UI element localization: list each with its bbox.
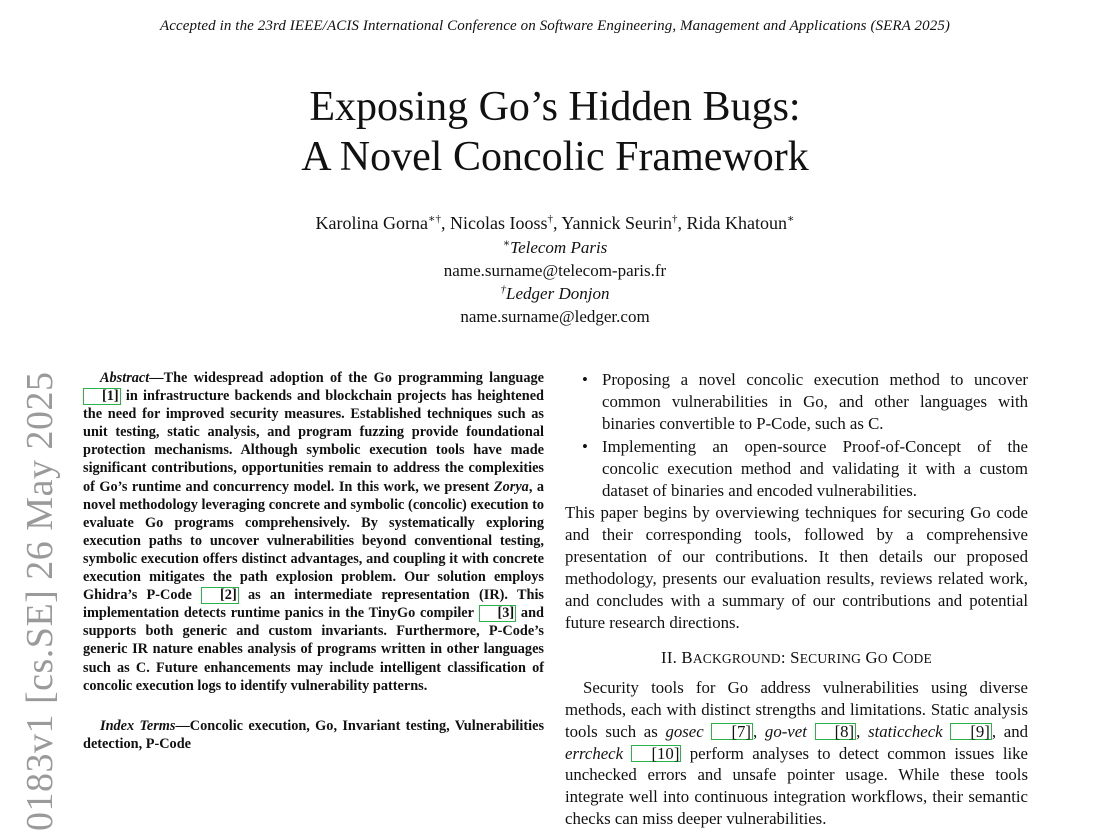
abstract-column (83, 369, 544, 753)
author-name: Rida Khatoun (686, 213, 787, 233)
abstract-label: Abstract (100, 370, 150, 386)
citation-link[interactable]: [7] (711, 723, 753, 740)
author-marks: ∗ (786, 213, 795, 225)
paper-title (0, 82, 1110, 182)
bullet-icon: • (582, 436, 588, 456)
affiliation-1: ∗Telecom Paris (502, 237, 608, 257)
author-list: Karolina Gorna∗†, Nicolas Iooss†, Yannick Seurin†, Rida Khatoun∗ (315, 213, 795, 233)
author-name: Karolina Gorna (315, 213, 428, 233)
title-line-2: A Novel Concolic Framework (301, 134, 809, 180)
title-line-1: Exposing Go’s Hidden Bugs: (309, 84, 801, 130)
tool-name: staticcheck (868, 721, 943, 741)
author-marks: † (547, 213, 553, 225)
author-name: Nicolas Iooss (449, 213, 548, 233)
citation-link[interactable]: [8] (815, 723, 857, 740)
affiliation-1-email: name.surname@telecom-paris.fr (443, 261, 667, 280)
tool-name: errcheck (565, 743, 624, 763)
background-paragraph: Security tools for Go address vulnerabilities using diverse methods, each with distinct strengths and limitations. Static analysis tools such as gosec [7] , go-vet [8] , staticcheck [9] , and errcheck [10] perform analyses to detect common issues like unchecked errors and unsafe pointer usage. While these tools integrate well into continuous integration workflows, their semantic checks can miss deeper vulnerabilities. (565, 677, 1029, 829)
citation-link[interactable]: [3] (479, 605, 517, 622)
citation-link[interactable]: [10] (631, 745, 681, 762)
tool-name: gosec (665, 721, 704, 741)
affiliation-2-email: name.surname@ledger.com (460, 307, 650, 326)
tool-name: go-vet (764, 721, 807, 741)
citation-link[interactable]: [9] (950, 723, 992, 740)
body-column (565, 369, 1028, 830)
conference-note: Accepted in the 23rd IEEE/ACIS International Conference on Software Engineering, Management and Applications (SERA 2025) (159, 18, 951, 34)
zorya-name: Zorya (493, 478, 529, 495)
abstract: Abstract—The widespread adoption of the Go programming language [1] in infrastructure backends and blockchain projects has heightened the need for improved security measures. Established techniques such as unit testing, static analysis, and program fuzzing provide foundational protection mechanisms. Although symbolic execution tools have made significant contributions, opportunities remain to address the complexities of Go’s runtime and concurrency model. In this work, we present Zorya, a novel methodology leveraging concrete and symbolic (concolic) execution to evaluate Go programs comprehensively. By systematically exploring execution paths to uncover vulnerabilities beyond conventional testing, symbolic execution offers distinct advantages, and coupling it with concrete execution mitigates the path explosion problem. Our solution employs Ghidra’s P-Code [2] as an intermediate representation (IR). This implementation detects runtime panics in the TinyGo compiler [3] and supports both generic and custom invariants. Furthermore, P-Code’s generic IR nature enables analysis of programs written in other languages such as C. Future enhancements may include intelligent classification of concolic execution logs to identify vulnerability patterns. (83, 370, 545, 694)
author-name: Yannick Seurin (561, 213, 672, 233)
contribution-list (565, 369, 1028, 501)
section-heading: II. BACKGROUND: SECURING GO CODE (661, 647, 932, 667)
index-terms-label: Index Terms (100, 717, 176, 734)
list-item: • Implementing an open-source Proof-of-Concept of the concolic execution method and validating it with a custom dataset of binaries and encoded vulnerabilities. (582, 436, 1028, 500)
citation-link[interactable]: [2] (201, 587, 239, 604)
bullet-icon: • (582, 370, 588, 389)
arxiv-stamp: 0183v1 [cs.SE] 26 May 2025 (19, 371, 61, 831)
author-marks: † (671, 213, 678, 225)
affiliation-2: †Ledger Donjon (500, 283, 610, 303)
author-marks: ∗† (427, 213, 441, 225)
citation-link[interactable]: [1] (83, 388, 121, 405)
index-terms: Index Terms—Concolic execution, Go, Invariant testing, Vulnerabilities detection, P-Code (83, 717, 545, 752)
overview-paragraph: This paper begins by overviewing techniques for securing Go code and their corresponding tools, followed by a comprehensive presentation of our contributions. It then details our proposed methodology, presents our evaluation results, reviews related work, and concludes with a summary of our contributions and potential future research directions. (565, 503, 1028, 632)
list-item: • Proposing a novel concolic execution method to uncover common vulnerabilities in Go, and other languages with binaries convertible to P-Code, such as C. (582, 370, 1028, 433)
